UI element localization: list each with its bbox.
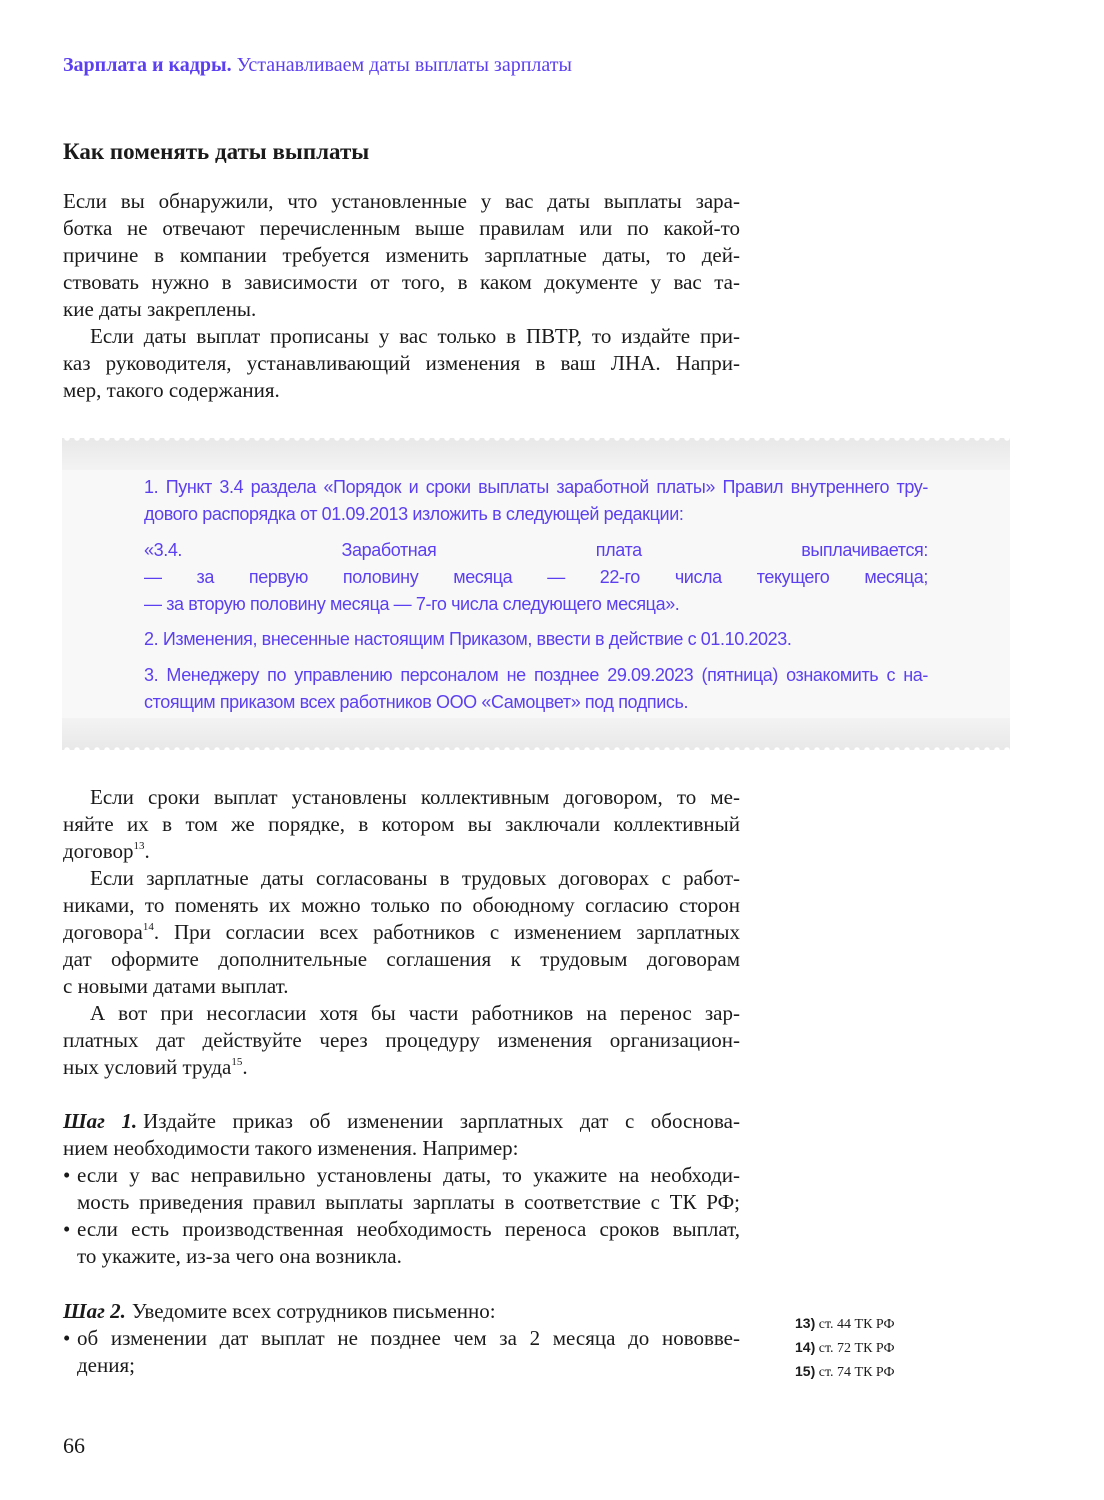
order-item-2: [144, 626, 928, 653]
text-segment: — за первую половину месяца — 22-го числа текущего месяца;: [144, 567, 928, 587]
paragraph-intro: [63, 188, 740, 404]
text-line: [144, 626, 928, 653]
text-line: [63, 242, 740, 269]
step-1: [63, 1108, 740, 1270]
text-segment: дового распорядка от 01.09.2013 изложить в следующей редакции:: [144, 504, 684, 524]
text-segment: ботка не отвечают перечисленным выше правилам или по какой-то: [63, 216, 740, 240]
text-line: [63, 973, 740, 1000]
text-segment: — за вторую половину месяца — 7-го числа следующего месяца».: [144, 594, 680, 614]
step-label: Шаг 2.: [63, 1299, 126, 1323]
text-line: [63, 215, 740, 242]
text-line: [63, 1027, 740, 1054]
text-segment: мер, такого содержания.: [63, 378, 280, 402]
bullet-line: [63, 1243, 740, 1270]
text-segment: стоящим приказом всех работников ООО «Самоцвет» под подпись.: [144, 692, 689, 712]
box-bottom-band: [62, 718, 1010, 750]
text-line: [144, 501, 928, 528]
text-line: [63, 919, 740, 946]
text-segment: ствовать нужно в зависимости от того, в каком документе у вас та-: [63, 270, 740, 294]
text-segment: А вот при несогласии хотя бы части работников на перенос зар-: [90, 1001, 740, 1025]
order-quote: [144, 537, 928, 618]
footnote: [795, 1336, 895, 1360]
text-segment: если есть производственная необходимость переноса сроков выплат,: [77, 1217, 740, 1241]
text-segment: дения;: [77, 1353, 135, 1377]
text-segment: договор: [63, 839, 134, 863]
footnote-ref: 15: [231, 1056, 243, 1068]
text-segment: об изменении дат выплат не позднее чем за 2 месяца до нововве-: [77, 1326, 740, 1350]
box-top-band: [62, 438, 1010, 470]
footnote-text: ст. 74 ТК РФ: [818, 1365, 895, 1380]
footnote-ref: 13: [133, 840, 145, 852]
text-line: [63, 784, 740, 811]
text-segment: нием необходимости такого изменения. Например:: [63, 1136, 519, 1160]
text-segment: .: [144, 839, 150, 863]
text-line: [63, 1108, 740, 1135]
bullet-line: [63, 1189, 740, 1216]
text-segment: то укажите, из-за чего она возникла.: [77, 1244, 402, 1268]
text-segment: Издайте приказ об изменении зарплатных дат с обоснова-: [143, 1109, 740, 1133]
page-number: 66: [63, 1433, 85, 1458]
text-segment: няйте их в том же порядке, в котором вы заключали коллективный: [63, 812, 740, 836]
footnote: [795, 1360, 895, 1384]
text-segment: дат оформите дополнительные соглашения к трудовым договорам: [63, 947, 740, 971]
text-line: [63, 1135, 740, 1162]
footnote: [795, 1312, 895, 1336]
text-line: [63, 865, 740, 892]
paragraph-block-2: [63, 784, 740, 1081]
text-line: [63, 1054, 740, 1081]
text-segment: платных дат действуйте через процедуру изменения организацион-: [63, 1028, 740, 1052]
text-line: [63, 838, 740, 865]
text-line: [63, 1000, 740, 1027]
step-label: Шаг 1.: [63, 1109, 138, 1133]
text-line: [63, 323, 740, 350]
text-line: [63, 188, 740, 215]
text-line: [63, 350, 740, 377]
text-segment: «3.4. Заработная плата выплачивается:: [144, 540, 928, 560]
bullet-line: [63, 1216, 740, 1243]
text-line: [63, 269, 740, 296]
text-line: [144, 662, 928, 689]
text-line: [63, 811, 740, 838]
text-segment: если у вас неправильно установлены даты, то укажите на необходи-: [77, 1163, 740, 1187]
text-segment: причине в компании требуется изменить зарплатные даты, то дей-: [63, 243, 740, 267]
text-segment: Если сроки выплат установлены коллективным договором, то ме-: [90, 785, 740, 809]
text-segment: договора: [63, 920, 143, 944]
text-line: [63, 892, 740, 919]
text-segment: Если зарплатные даты согласованы в трудовых договорах с работ-: [90, 866, 740, 890]
footnote-text: ст. 72 ТК РФ: [818, 1341, 895, 1356]
text-segment: с новыми датами выплат.: [63, 974, 289, 998]
footnote-number: 14): [795, 1339, 816, 1355]
text-line: [144, 689, 928, 716]
text-line: [144, 564, 928, 591]
header-section: Зарплата и кадры.: [63, 54, 232, 76]
text-line: [144, 591, 928, 618]
text-segment: Уведомите всех сотрудников письменно:: [131, 1299, 496, 1323]
text-segment: . При согласии всех работников с изменением зарплатных: [153, 920, 740, 944]
footnote-ref: 14: [142, 921, 154, 933]
text-line: [63, 1298, 740, 1325]
text-line: [144, 474, 928, 501]
text-line: [63, 946, 740, 973]
text-segment: мость приведения правил выплаты зарплаты в соответствие с ТК РФ;: [77, 1190, 740, 1214]
text-line: [63, 377, 740, 404]
text-segment: кие даты закреплены.: [63, 297, 257, 321]
footnote-number: 13): [795, 1315, 816, 1331]
running-header: [63, 54, 572, 77]
step-2: [63, 1298, 740, 1379]
text-line: [63, 296, 740, 323]
text-segment: 1. Пункт 3.4 раздела «Порядок и сроки выплаты заработной платы» Правил внутреннего тру-: [144, 477, 928, 497]
text-segment: .: [242, 1055, 248, 1079]
text-segment: 2. Изменения, внесенные настоящим Приказом, ввести в действие с 01.10.2023.: [144, 629, 792, 649]
text-segment: Если вы обнаружили, что установленные у вас даты выплаты зара-: [63, 189, 740, 213]
section-heading: Как поменять даты выплаты: [63, 139, 370, 164]
footnote-number: 15): [795, 1363, 816, 1379]
text-segment: 3. Менеджеру по управлению персоналом не позднее 29.09.2023 (пятница) ознакомить с на-: [144, 665, 928, 685]
bullet-line: [63, 1325, 740, 1352]
text-segment: каз руководителя, устанавливающий изменения в ваш ЛНА. Напри-: [63, 351, 740, 375]
text-segment: никами, то поменять их можно только по обоюдному согласию сторон: [63, 893, 740, 917]
order-item-3: [144, 662, 928, 716]
bullet-line: [63, 1162, 740, 1189]
text-line: [144, 537, 928, 564]
bullet-line: [63, 1352, 740, 1379]
footnotes: [795, 1312, 895, 1384]
header-title: Устанавливаем даты выплаты зарплаты: [236, 54, 572, 76]
text-segment: ных условий труда: [63, 1055, 232, 1079]
footnote-text: ст. 44 ТК РФ: [818, 1317, 895, 1332]
text-segment: Если даты выплат прописаны у вас только в ПВТР, то издайте при-: [90, 324, 740, 348]
order-item-1: [144, 474, 928, 528]
